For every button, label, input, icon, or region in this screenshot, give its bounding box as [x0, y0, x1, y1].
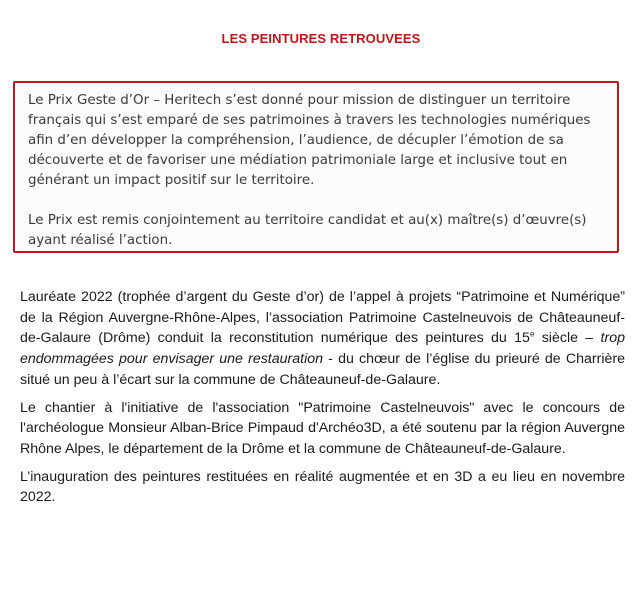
body-text: siècle – — [534, 330, 601, 347]
superscript: e — [529, 329, 535, 339]
quote-paragraph: Le Prix est remis conjointement au territoire candidat et au(x) maître(s) d’œuvre(s) ayant réalisé l’action. — [28, 213, 587, 248]
page-title: LES PEINTURES RETROUVEES — [221, 31, 421, 46]
article-body — [20, 287, 625, 515]
quote-paragraph: Le Prix Geste d’Or – Heritech s’est donné pour mission de distinguer un territoire français qui s’est emparé de ses patrimoines à travers les technologies numériques afin d’en développer la compréhension, l’audience, de décupler l’émotion de sa découverte et de favoriser une médiation patrimoniale large et inclusive tout en générant un impact positif sur le territoire. — [28, 93, 591, 188]
body-paragraph — [20, 287, 625, 391]
body-paragraph: L’inauguration des peintures restituées en réalité augmentée et en 3D a eu lieu en novembre 2022. — [20, 468, 625, 506]
body-text: - du chœur de l’église du prieuré de Charrière situé un peu à l’écart sur la commune de Châteauneuf-de-Galaure. — [20, 351, 625, 388]
body-paragraph: Le chantier à l'initiative de l'association "Patrimoine Castelneuvois" avec le concours de l'archéologue Monsieur Alban-Brice Pimpaud d'Archéo3D, a été soutenu par la région Auvergne Rhône Alpes, le département de la Drôme et la commune de Châteauneuf-de-Galaure. — [20, 399, 625, 457]
italic-text: trop endommagées pour envisager une restauration — [20, 330, 625, 368]
quote-box — [13, 81, 619, 253]
body-text: Lauréate 2022 (trophée d’argent du Geste d’or) de l’appel à projets “Patrimoine et Numérique” de la Région Auvergne-Rhône-Alpes, l’association Patrimoine Castelneuvois de Châteauneuf-de-Galaure (Drôme) conduit la reconstitution numérique des peintures du 15 — [20, 289, 625, 347]
